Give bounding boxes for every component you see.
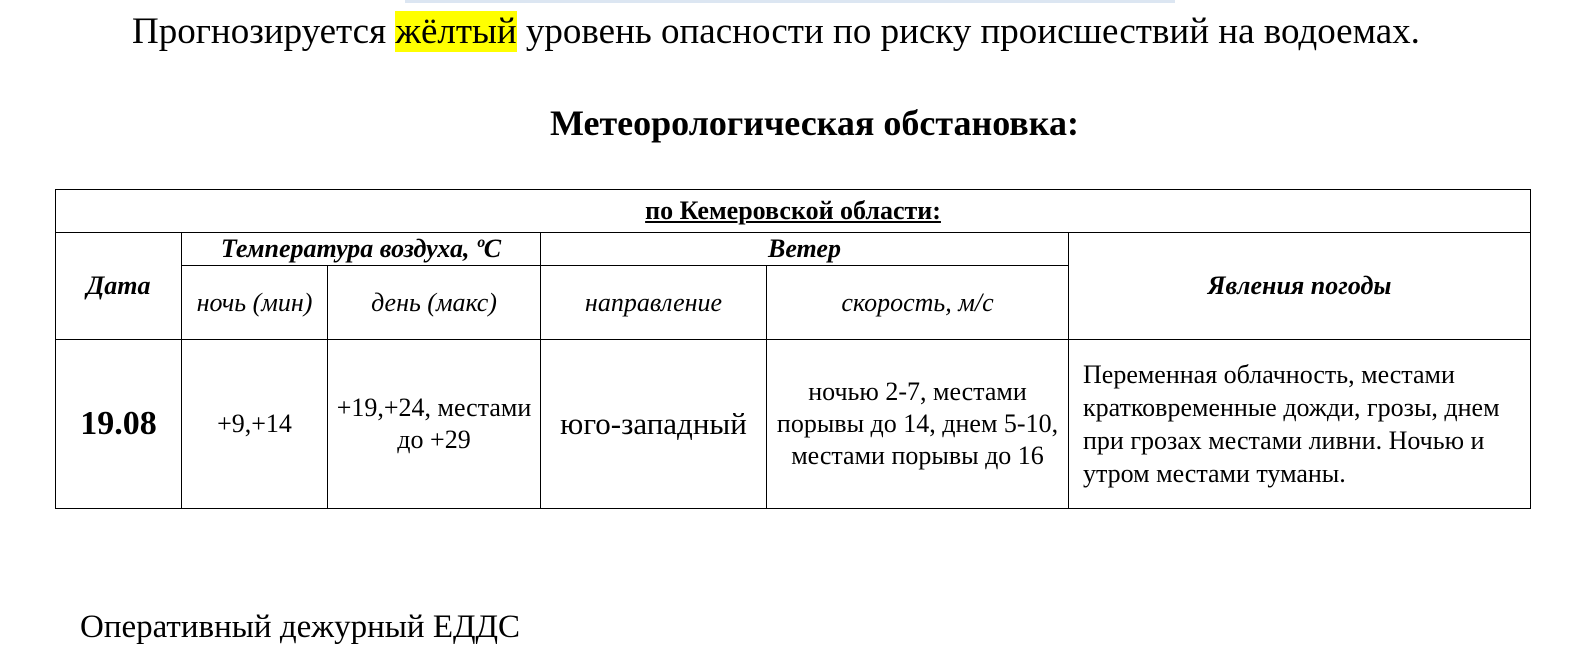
speed-column-header: скорость, м/с <box>767 266 1069 340</box>
forecast-suffix: уровень опасности по риску происшествий на водоемах. <box>525 11 1420 52</box>
wind-group-header: Ветер <box>541 233 1069 266</box>
day-column-header: день (макс) <box>328 266 541 340</box>
direction-column-header: направление <box>541 266 767 340</box>
night-column-header: ночь (мин) <box>182 266 328 340</box>
date-column-header: Дата <box>56 233 182 340</box>
forecast-prefix: Прогнозируется <box>132 11 387 52</box>
forecast-statement <box>132 6 1420 58</box>
region-header: по Кемеровской области: <box>56 190 1531 233</box>
table-row <box>56 340 1531 509</box>
phenomena-column-header: Явления погоды <box>1069 233 1531 340</box>
danger-level-highlight: жёлтый <box>395 11 517 52</box>
wind-direction-cell: юго-западный <box>541 340 767 509</box>
temperature-group-header: Температура воздуха, ºС <box>182 233 541 266</box>
phenomena-cell: Переменная облачность, местами кратковременные дожди, грозы, днем при грозах местами ливни. Ночью и утром местами туманы. <box>1069 340 1531 509</box>
day-temp-cell: +19,+24, местами до +29 <box>328 340 541 509</box>
night-temp-cell: +9,+14 <box>182 340 328 509</box>
top-divider <box>405 0 1175 3</box>
date-cell: 19.08 <box>56 340 182 509</box>
duty-officer-signature: Оперативный дежурный ЕДДС <box>80 609 521 645</box>
meteo-section-title: Метеорологическая обстановка: <box>550 103 1079 143</box>
wind-speed-cell: ночью 2-7, местами порывы до 14, днем 5-10, местами порывы до 16 <box>767 340 1069 509</box>
weather-table <box>55 189 1531 509</box>
